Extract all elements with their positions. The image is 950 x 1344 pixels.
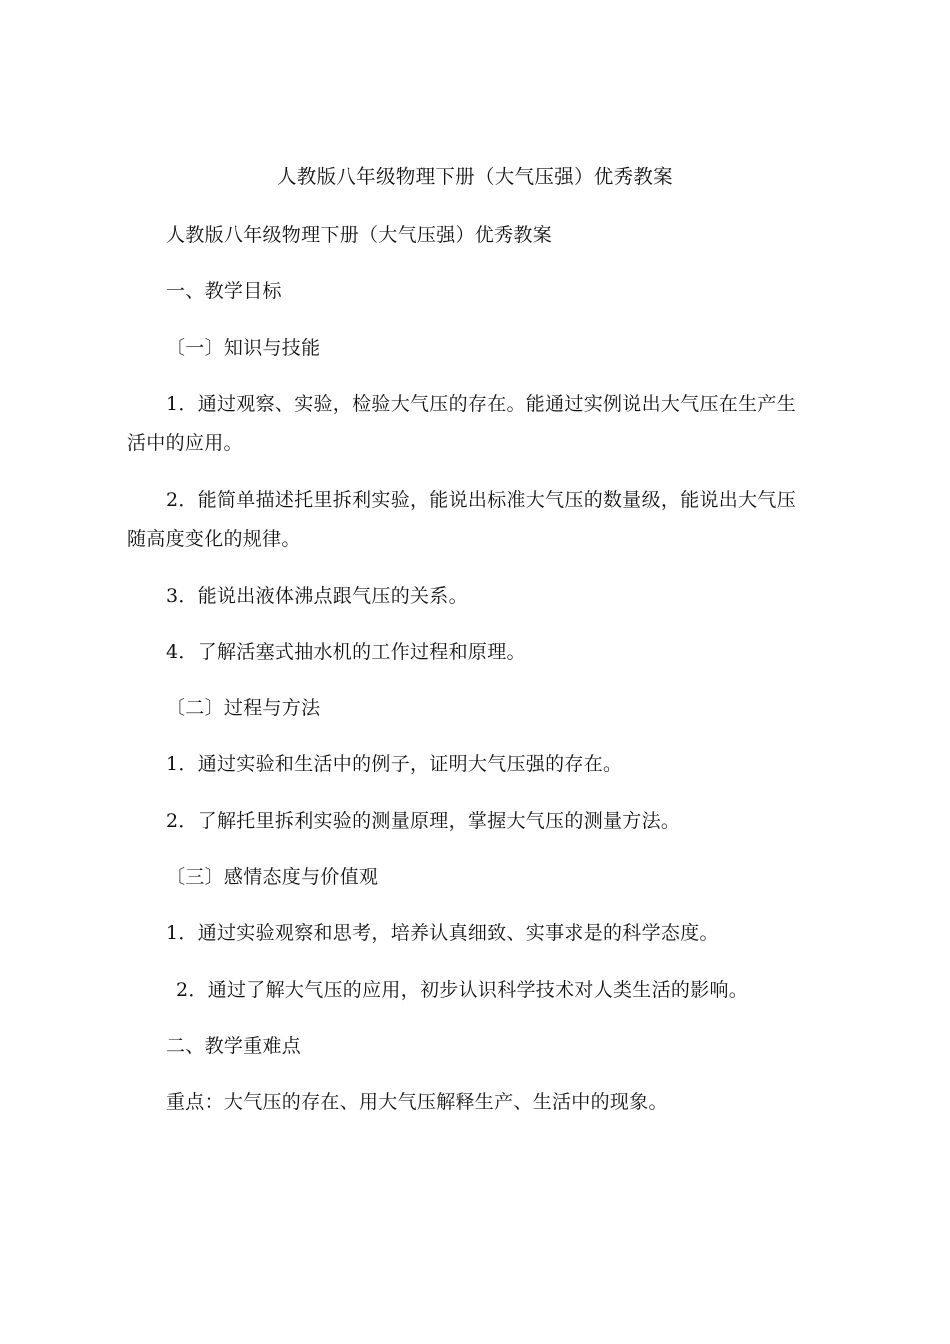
document-title: 人教版八年级物理下册（大气压强）优秀教案 [276, 165, 673, 188]
subsection-heading-process: 〔二〕过程与方法 [166, 697, 321, 719]
list-item: 2．能简单描述托里拆利实验，能说出标准大气压的数量级，能说出大气压 [166, 489, 796, 511]
document-subtitle: 人教版八年级物理下册（大气压强）优秀教案 [166, 224, 553, 246]
list-item-continuation: 活中的应用。 [127, 432, 243, 454]
section-heading-goals: 一、教学目标 [166, 280, 282, 302]
subsection-heading-knowledge: 〔一〕知识与技能 [166, 337, 321, 359]
list-item-continuation: 随高度变化的规律。 [127, 528, 301, 550]
subsection-heading-attitude: 〔三〕感情态度与价值观 [166, 866, 379, 888]
key-point-text: 重点：大气压的存在、用大气压解释生产、生活中的现象。 [166, 1091, 668, 1113]
list-item: 3．能说出液体沸点跟气压的关系。 [166, 585, 468, 607]
list-item: 2．通过了解大气压的应用，初步认识科学技术对人类生活的影响。 [176, 979, 749, 1001]
list-item: 1．通过观察、实验，检验大气压的存在。能通过实例说出大气压在生产生 [166, 393, 796, 415]
section-heading-difficulty: 二、教学重难点 [166, 1035, 302, 1057]
list-item: 1．通过实验和生活中的例子，证明大气压强的存在。 [166, 753, 623, 775]
list-item: 4．了解活塞式抽水机的工作过程和原理。 [166, 641, 526, 663]
list-item: 1．通过实验观察和思考，培养认真细致、实事求是的科学态度。 [166, 922, 719, 944]
list-item: 2．了解托里拆利实验的测量原理，掌握大气压的测量方法。 [166, 810, 681, 832]
